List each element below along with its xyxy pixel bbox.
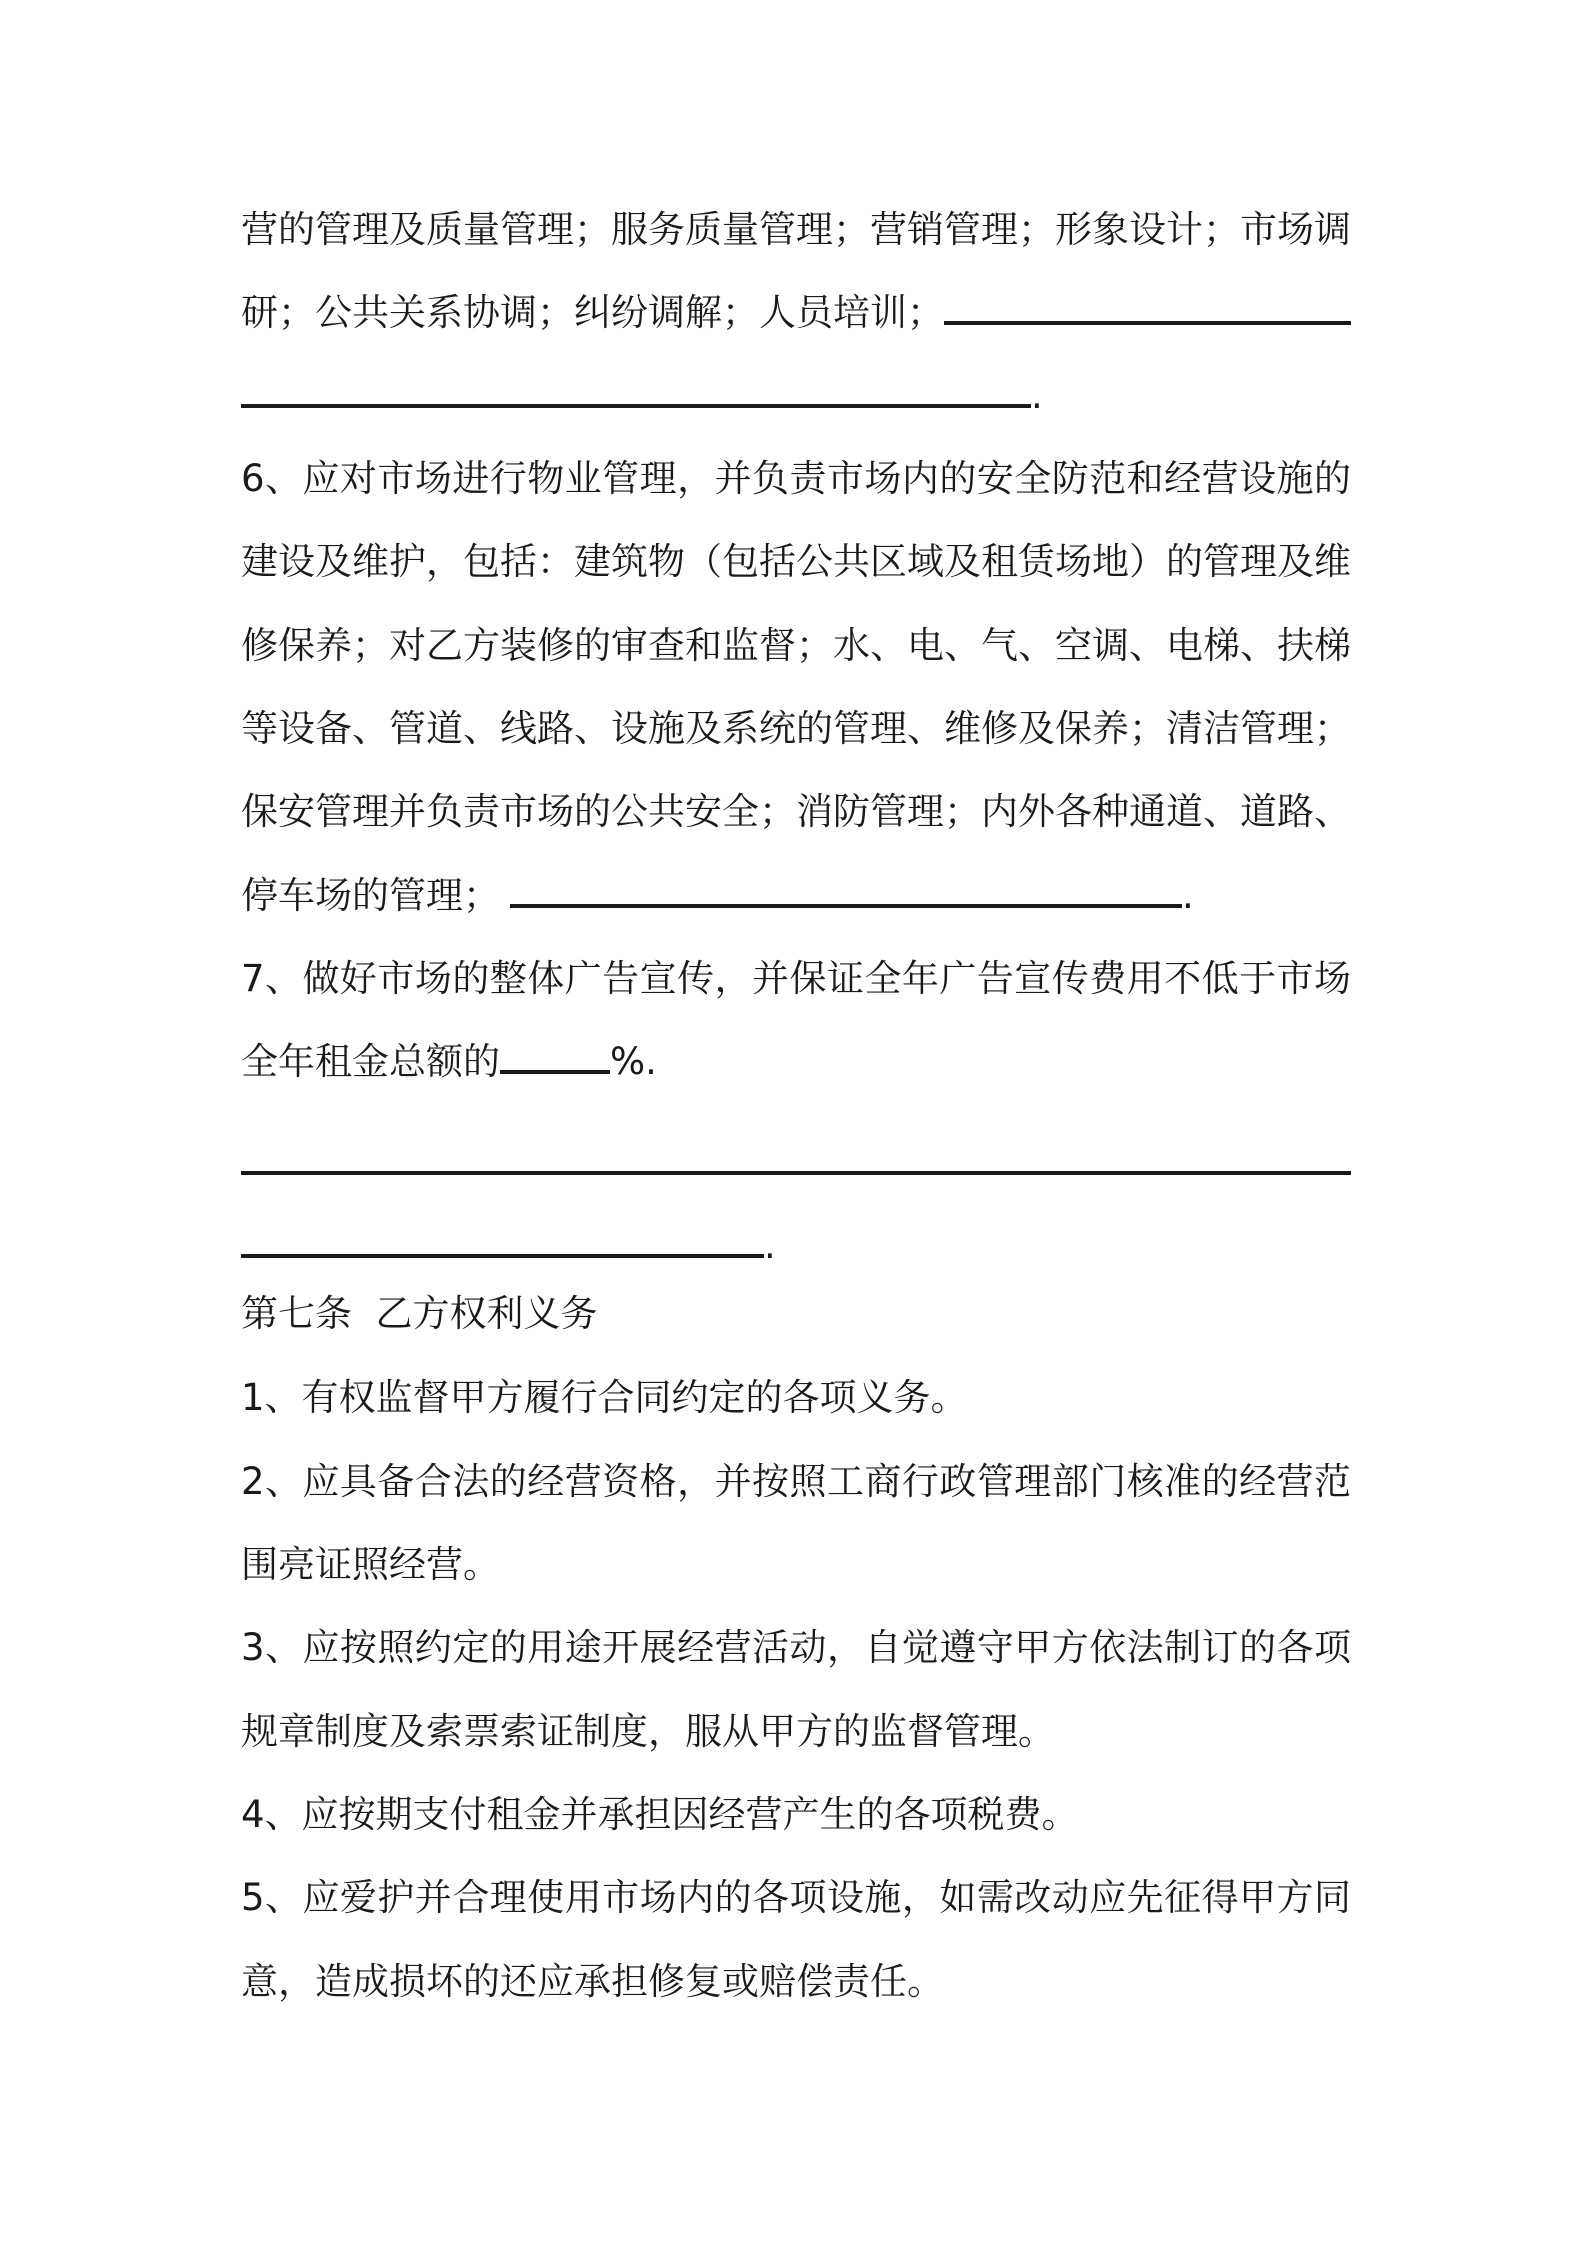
- fill-in-blank[interactable]: [241, 1141, 1351, 1175]
- text-line: [241, 1020, 1351, 1104]
- text-line: 4、应按期支付租金并承担因经营产生的各项税费。: [241, 1793, 1079, 1836]
- text-line: [241, 854, 1351, 938]
- text-segment: 全年租金总额的: [241, 1040, 500, 1083]
- fill-in-blank[interactable]: [241, 374, 1031, 408]
- text-segment: .: [1182, 874, 1194, 917]
- fill-in-blank[interactable]: [944, 291, 1351, 325]
- text-segment: .: [764, 1224, 776, 1267]
- text-line: [241, 1121, 1351, 1205]
- fill-in-blank[interactable]: [500, 1040, 610, 1074]
- text-segment: %.: [610, 1040, 657, 1083]
- text-segment: .: [1031, 374, 1043, 417]
- text-line: 1、有权监督甲方履行合同约定的各项义务。: [241, 1376, 968, 1419]
- text-line: [241, 354, 1351, 438]
- fill-in-blank[interactable]: [510, 874, 1182, 908]
- text-segment: 停车场的管理；: [241, 874, 500, 917]
- text-line: 等设备、管道、线路、设施及系统的管理、维修及保养；清洁管理；: [241, 707, 1351, 750]
- text-line: 3、应按照约定的用途开展经营活动，自觉遵守甲方依法制订的各项: [241, 1626, 1351, 1669]
- text-line: [241, 271, 1351, 355]
- fill-in-blank[interactable]: [241, 1224, 764, 1258]
- text-line: 围亮证照经营。: [241, 1543, 500, 1586]
- text-line: 营的管理及质量管理；服务质量管理；营销管理；形象设计；市场调: [241, 208, 1351, 251]
- text-line: 6、应对市场进行物业管理，并负责市场内的安全防范和经营设施的: [241, 457, 1351, 500]
- text-line: 7、做好市场的整体广告宣传，并保证全年广告宣传费用不低于市场: [241, 957, 1351, 1000]
- text-line: 意，造成损坏的还应承担修复或赔偿责任。: [241, 1960, 944, 2003]
- text-line: 5、应爱护并合理使用市场内的各项设施，如需改动应先征得甲方同: [241, 1876, 1351, 1919]
- text-segment: 研；公共关系协调；纠纷调解；人员培训；: [241, 291, 944, 334]
- article-heading: 第七条 乙方权利义务: [241, 1292, 598, 1335]
- text-line: 建设及维护，包括：建筑物（包括公共区域及租赁场地）的管理及维: [241, 540, 1351, 583]
- text-line: 保安管理并负责市场的公共安全；消防管理；内外各种通道、道路、: [241, 790, 1351, 833]
- text-line: 规章制度及索票索证制度，服从甲方的监督管理。: [241, 1710, 1055, 1753]
- text-line: 2、应具备合法的经营资格，并按照工商行政管理部门核准的经营范: [241, 1460, 1351, 1503]
- text-line: 修保养；对乙方装修的审查和监督；水、电、气、空调、电梯、扶梯: [241, 624, 1351, 667]
